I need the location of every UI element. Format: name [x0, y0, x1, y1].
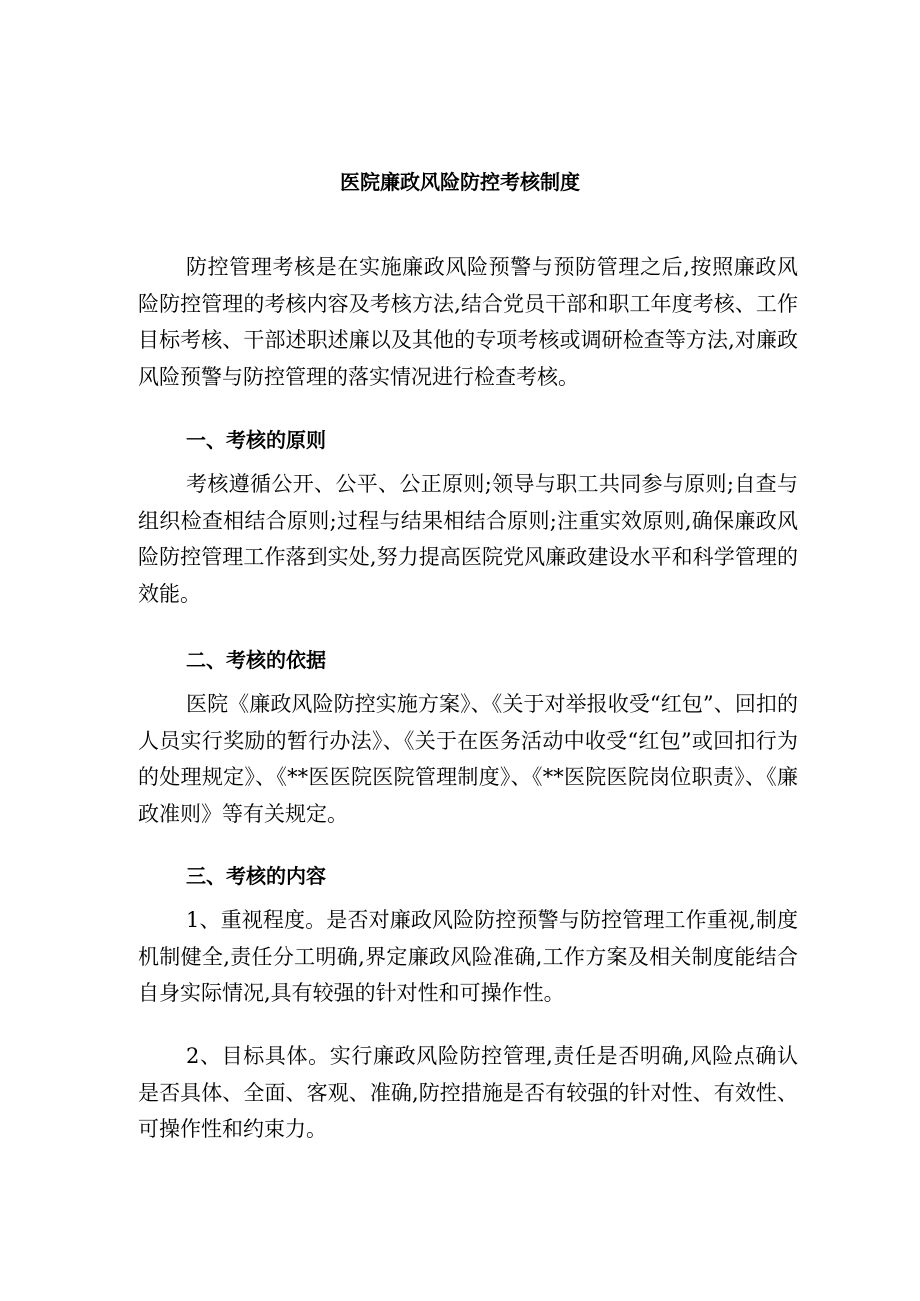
- section-heading-basis: 二、考核的依据: [186, 648, 326, 672]
- section-heading-principles: 一、考核的原则: [186, 428, 326, 452]
- principles-paragraph: 考核遵循公开、公平、公正原则;领导与职工共同参与原则;自查与组织检查相结合原则;过程与结果相结合原则;注重实效原则,确保廉政风险防控管理工作落到实处,努力提高医院党风廉政建设水平和科学管理的效能。: [138, 472, 798, 606]
- content-item-importance: 1、重视程度。是否对廉政风险防控预警与防控管理工作重视,制度机制健全,责任分工明确,界定廉政风险准确,工作方案及相关制度能结合自身实际情况,具有较强的针对性和可操作性。: [138, 908, 798, 1006]
- basis-paragraph: 医院《廉政风险防控实施方案》、《关于对举报收受“红包”、回扣的人员实行奖励的暂行办法》、《关于在医务活动中收受“红包”或回扣行为的处理规定》、《**医医院医院管理制度》、《**医院医院岗位职责》、《廉政准则》等有关规定。: [138, 692, 798, 826]
- intro-paragraph: 防控管理考核是在实施廉政风险预警与预防管理之后,按照廉政风险防控管理的考核内容及考核方法,结合党员干部和职工年度考核、工作目标考核、干部述职述廉以及其他的专项考核或调研检查等方法,对廉政风险预警与防控管理的落实情况进行检查考核。: [138, 255, 798, 389]
- section-heading-content: 三、考核的内容: [186, 864, 326, 888]
- document-title: 医院廉政风险防控考核制度: [340, 170, 580, 194]
- content-item-targets: 2、目标具体。实行廉政风险防控管理,责任是否明确,风险点确认是否具体、全面、客观、准确,防控措施是否有较强的针对性、有效性、可操作性和约束力。: [138, 1044, 798, 1142]
